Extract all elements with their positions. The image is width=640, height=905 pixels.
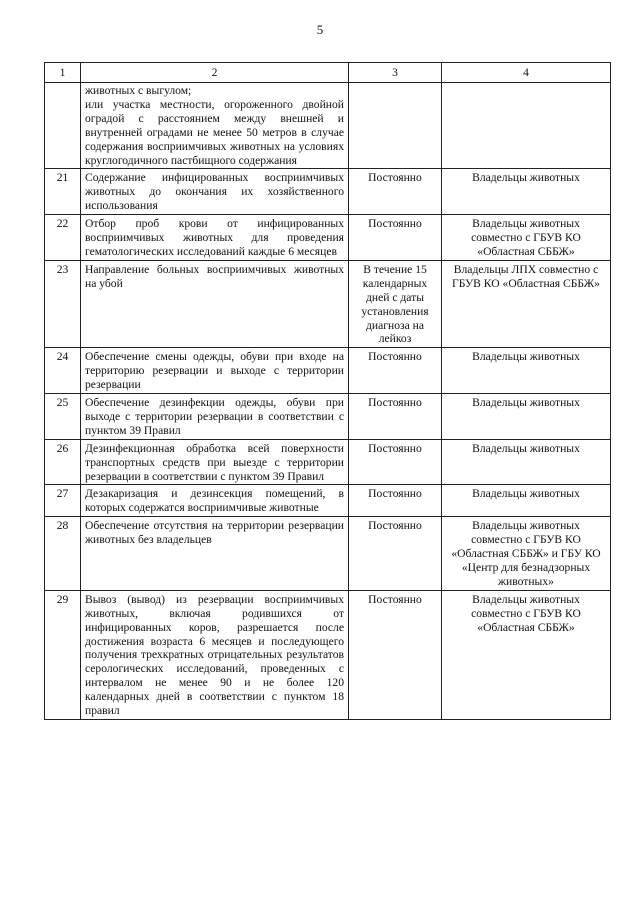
row-term: Постоянно [349,485,442,517]
row-description: Направление больных восприимчивых животных на убой [81,260,349,347]
row-term: Постоянно [349,439,442,485]
table-row [45,215,611,261]
cont-desc-cell [81,83,349,169]
row-number: 29 [45,590,81,719]
cont-line-1: животных с выгулом; [85,84,192,97]
continuation-row [45,83,611,169]
table-row [45,260,611,347]
row-term: Постоянно [349,394,442,440]
row-description: Вывоз (вывод) из резервации восприимчивых животных, включая родившихся от инфицированных коров, разрешается после достижения возраста 6 месяцев и последующего получения трехкратных отрицательных результатов серологических исследований, проведенных с интервалом не менее 90 и не более 120 календарных дней в соответствии с пунктом 18 правил [81,590,349,719]
cont-term-cell [349,83,442,169]
row-description: Обеспечение смены одежды, обуви при входе на территорию резервации и выходе с территории резервации [81,348,349,394]
cont-num-cell [45,83,81,169]
row-description: Отбор проб крови от инфицированных восприимчивых животных для проведения гематологических исследований каждые 6 месяцев [81,215,349,261]
header-col-3: 3 [349,63,442,83]
row-number: 21 [45,169,81,215]
row-responsible: Владельцы животных совместно с ГБУВ КО «Областная СББЖ» [442,215,611,261]
row-responsible: Владельцы животных [442,394,611,440]
row-term: Постоянно [349,169,442,215]
row-term: Постоянно [349,348,442,394]
row-responsible: Владельцы животных [442,485,611,517]
row-responsible: Владельцы животных [442,169,611,215]
row-responsible: Владельцы животных совместно с ГБУВ КО «Областная СББЖ» и ГБУ КО «Центр для безнадзорных животных» [442,517,611,591]
table-row [45,439,611,485]
row-responsible: Владельцы ЛПХ совместно с ГБУВ КО «Областная СББЖ» [442,260,611,347]
row-number: 22 [45,215,81,261]
cont-line-2: или участка местности, огороженного двойной оградой с расстоянием между внешней и внутренней оградами не менее 50 метров в случае содержания восприимчивых животных на условиях круглогодичного пастбищного содержания [85,97,344,167]
row-number: 28 [45,517,81,591]
table-row [45,394,611,440]
row-number: 25 [45,394,81,440]
row-responsible: Владельцы животных [442,439,611,485]
row-description: Обеспечение отсутствия на территории резервации животных без владельцев [81,517,349,591]
header-row [45,63,611,83]
row-description: Дезинфекционная обработка всей поверхности транспортных средств при выезде с территории резервации в соответствии с пунктом 39 Правил [81,439,349,485]
row-responsible: Владельцы животных совместно с ГБУВ КО «Областная СББЖ» [442,590,611,719]
row-description: Обеспечение дезинфекции одежды, обуви при выходе с территории резервации в соответствии с пунктом 39 Правил [81,394,349,440]
measures-table [44,62,611,720]
header-col-4: 4 [442,63,611,83]
row-term: Постоянно [349,517,442,591]
header-col-2: 2 [81,63,349,83]
row-responsible: Владельцы животных [442,348,611,394]
row-term: В течение 15 календарных дней с даты установления диагноза на лейкоз [349,260,442,347]
header-col-1: 1 [45,63,81,83]
row-term: Постоянно [349,215,442,261]
table-row [45,348,611,394]
row-number: 23 [45,260,81,347]
table-row [45,517,611,591]
row-number: 27 [45,485,81,517]
row-description: Дезакаризация и дезинсекция помещений, в которых содержатся восприимчивые животные [81,485,349,517]
row-term: Постоянно [349,590,442,719]
table-row [45,485,611,517]
table-row [45,169,611,215]
row-number: 24 [45,348,81,394]
cont-resp-cell [442,83,611,169]
page-number: 5 [316,22,324,37]
row-number: 26 [45,439,81,485]
table-row [45,590,611,719]
row-description: Содержание инфицированных восприимчивых животных до окончания их хозяйственного использования [81,169,349,215]
